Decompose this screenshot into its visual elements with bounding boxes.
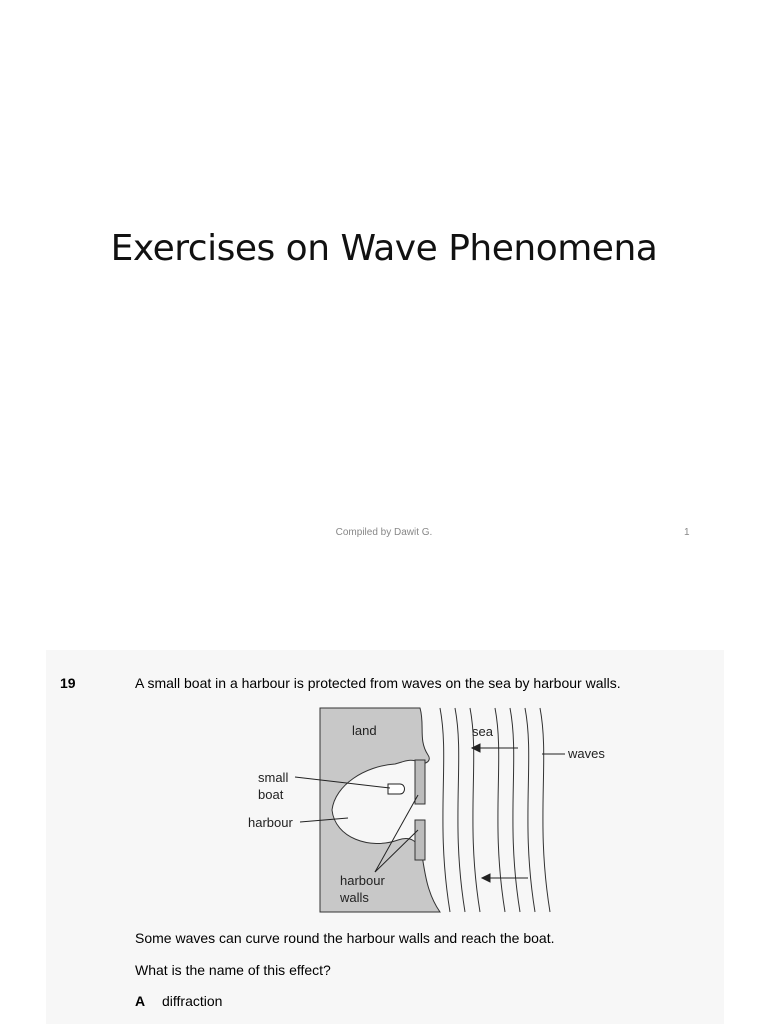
harbour-walls-label-line1: harbour [340,873,385,888]
harbour-diagram [240,700,605,920]
question-prompt: What is the name of this effect? [135,962,331,978]
option-a-letter: A [135,993,146,1009]
harbour-walls-label-line2: walls [340,890,369,905]
question-text: A small boat in a harbour is protected from waves on the sea by harbour walls. [135,675,621,691]
harbour-wall-bottom [415,820,425,860]
slide-title: Exercises on Wave Phenomena [110,228,658,269]
small-boat-label-line1: small [258,770,289,785]
page-number: 1 [684,527,690,538]
harbour-label: harbour [248,815,293,830]
land-label: land [352,723,377,738]
slide-footer: Compiled by Dawit G. [335,527,433,538]
question-number: 19 [60,675,76,691]
option-a-text[interactable]: diffraction [162,993,223,1009]
wave-fronts [440,708,550,912]
question-statement: Some waves can curve round the harbour walls and reach the boat. [135,930,555,946]
wave-direction-arrows [472,744,528,882]
boat-icon [388,784,405,794]
small-boat-label-line2: boat [258,787,284,802]
waves-label: waves [568,746,605,761]
sea-label: sea [472,724,493,739]
